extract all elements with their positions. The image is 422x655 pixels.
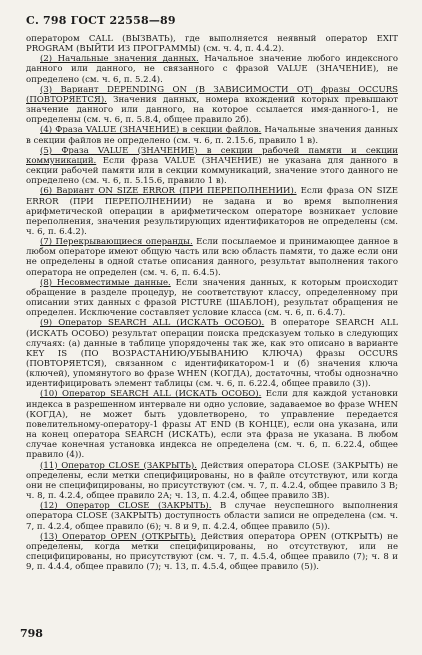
paragraph-2: (2) Начальные значения данных. Начальное значение любого индексного данного или данного, не связанного с фразой VALUE (ЗНАЧЕНИЕ), не определено (см. ч. 6, п. 5.2.4). bbox=[26, 54, 398, 85]
paragraph-6: (6) Вариант ON SIZE ERROR (ПРИ ПЕРЕПОЛНЕНИИ). Если фраза ON SIZE ERROR (ПРИ ПЕРЕПОЛНЕНИИ) не задана и во время выполнения арифметической операции в арифметическом операторе возникает условие переполнения, значения результирующих идентификаторов не определены (см. ч. 6, п. 6.4.2). bbox=[26, 186, 398, 237]
paragraph-4: (4) Фраза VALUE (ЗНАЧЕНИЕ) в секции файлов. Начальные значения данных в секции файлов не определено (см. ч. 6, п. 2.15.6, правило 1 в). bbox=[26, 125, 398, 146]
paragraph-9: (9) Оператор SEARCH ALL (ИСКАТЬ ОСОБО). В операторе SEARCH ALL (ИСКАТЬ ОСОБО) результат операции поиска предсказуем только в следующих случаях: (а) данные в таблице упорядочены так же, как это описано в варианте KEY IS (ПО ВОЗРАСТАНИЮ/УБЫВАНИЮ КЛЮЧА) фразы OCCURS (ПОВТОРЯЕТСЯ), связанном с идентификатором-1 и (б) значения ключа (ключей), упомянутого во фразе WHEN (КОГДА), достаточны, чтобы однозначно идентифицировать элемент таблицы (см. ч. 6, п. 6.22.4, общее правило (3)). bbox=[26, 318, 398, 390]
paragraph-8: (8) Несовместимые данные. Если значения данных, к которым происходит обращение в разделе процедур, не соответствуют классу, определенному при описании этих данных с фразой PICTURE (ШАБЛОН), результат обращения не определен. Исключение составляет условие класса (см. ч. 6, п. 6.4.7). bbox=[26, 277, 398, 319]
paragraph-5: (5) Фраза VALUE (ЗНАЧЕНИЕ) в секции рабочей памяти и секции коммуникаций. Если фраза VALUE (ЗНАЧЕНИЕ) не указана для данного в секции рабочей памяти или в секции коммуникаций, значение этого данного не определено (см. ч. 6, п. 5.15.6, правило 1 в). bbox=[26, 145, 398, 187]
document-body bbox=[26, 34, 398, 572]
paragraph-13: (13) Оператор OPEN (ОТКРЫТЬ). Действия оператора OPEN (ОТКРЫТЬ) не определены, когда метки специфицированы, но отсутствуют, или не специфицированы, но присутствуют (см. ч. 7, п. 4.5.4, общее правило (7); ч. 8 и 9, п. 4.4.4, общее правило (7); ч. 13, п. 4.5.4, общее правило (5)). bbox=[26, 531, 398, 573]
paragraph-3: (3) Вариант DEPENDING ON (В ЗАВИСИМОСТИ ОТ) фразы OCCURS (ПОВТОРЯЕТСЯ). Значения данных, номера вхождений которых превышают значение данного или данного, на которое ссылается имя-данного-1, не определены (см. ч. 6, п. 5.8.4, общее правило 2б). bbox=[26, 84, 398, 126]
paragraph-1: оператором CALL (ВЫЗВАТЬ), где выполняется неявный оператор EXIT PROGRAM (ВЫЙТИ ИЗ ПРОГРАММЫ) (см. ч. 4, п. 4.4.2). bbox=[26, 34, 398, 55]
page-number: 798 bbox=[20, 627, 43, 640]
paragraph-10: (10) Оператор SEARCH ALL (ИСКАТЬ ОСОБО). Если для каждой установки индекса в разрешенном интервале ни одно условие, задаваемое во фразе WHEN (КОГДА), не может быть удовлетворено, то управление передается повелительному-оператору-1 фразы AT END (В КОНЦЕ), если она указана, или на конец оператора SEARCH (ИСКАТЬ), если эта фраза не указана. В любом случае конечная установка индекса не определена (см. ч. 6, п. 6.22.4, общее правило (4)). bbox=[26, 389, 398, 461]
paragraph-11: (11) Оператор CLOSE (ЗАКРЫТЬ). Действия оператора CLOSE (ЗАКРЫТЬ) не определены, если метки специфицированы, но в файле отсутствуют, или когда они не специфицированы, но присутствуют (см. ч. 7, п. 4.2.4, общее правило 3 В; ч. 8, п. 4.2.4, общее правило 2А; ч. 13, п. 4.2.4, общее правило 3В). bbox=[26, 460, 398, 502]
page-header: С. 798 ГОСТ 22558—89 bbox=[26, 14, 176, 27]
paragraph-7: (7) Перекрывающиеся операнды. Если посылаемое и принимающее данное в любом операторе имеют общую часть или всю область памяти, то даже если они не определены в одной статье описания данного, результат выполнения такого оператора не определен (см. ч. 6, п. 6.4.5). bbox=[26, 237, 398, 278]
paragraph-12: (12) Оператор CLOSE (ЗАКРЫТЬ). В случае неуспешного выполнения оператора CLOSE (ЗАКРЫТЬ) доступность области записи не определена (см. ч. 7, п. 4.2.4, общее правило (6); ч. 8 и 9, п. 4.2.4, общее правило (5)). bbox=[26, 501, 399, 532]
